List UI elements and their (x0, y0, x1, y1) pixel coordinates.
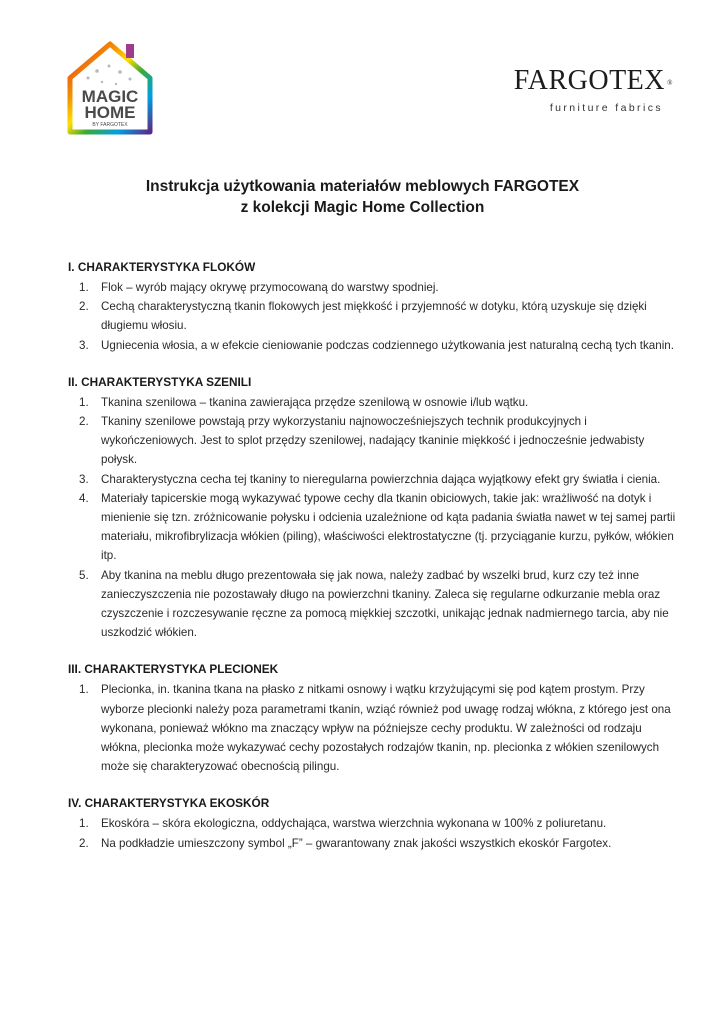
title-line-1: Instrukcja użytkowania materiałów meblowych FARGOTEX (145, 178, 580, 195)
section-heading: II. CHARAKTERYSTYKA SZENILI (68, 374, 252, 389)
list-item: 1. Flok – wyrób mający okrywę przymocowaną do warstwy spodniej. (79, 281, 439, 294)
numbered-list (68, 278, 678, 355)
section-chenille (68, 373, 678, 643)
section-flocks (68, 258, 678, 355)
section-heading: I. CHARAKTERYSTYKA FLOKÓW (68, 260, 256, 274)
document-title (0, 176, 725, 218)
section-weaves (68, 660, 678, 776)
list-item: 1. Tkanina szenilowa – tkanina zawierająca przędze szenilową w osnowie i/lub wątku. (79, 395, 529, 409)
numbered-list (68, 393, 678, 643)
magic-home-logo (64, 38, 156, 136)
svg-text:HOME: HOME (84, 103, 136, 122)
list-item: 4. Materiały tapicerskie mogą wykazywać typowe cechy dla tkanin obiciowych, takie jak: wrażliwość na dotyk i mienienie się tzn. zróżnicowanie połysku i odcienia uzależnione od kąta padania światła nawet w tej samej partii materiału, mikrofibrylizacja włókien (piling), właściwości elektrostatyczne (tj. przyciąganie kurzu, pyłków, włókien itp. (79, 491, 676, 563)
list-item: 2. Na podkładzie umieszczony symbol „F” – gwarantowany znak jakości wszystkich ekoskór Fargotex. (79, 836, 612, 850)
brand-tagline: furniture fabrics (549, 102, 663, 114)
list-item: 3. Ugniecenia włosia, a w efekcie cieniowanie podczas codziennego użytkowania jest naturalną cechą tych tkanin. (79, 338, 674, 352)
section-heading: III. CHARAKTERYSTYKA PLECIONEK (68, 662, 279, 677)
list-item: 3. Charakterystyczna cecha tej tkaniny to nieregularna powierzchnia dająca wyjątkowy efekt gry światła i cienia. (79, 472, 661, 486)
document-body (68, 258, 678, 871)
section-heading: IV. CHARAKTERYSTYKA EKOSKÓR (68, 796, 270, 811)
list-item: 2. Tkaniny szenilowe powstają przy wykorzystaniu najnowocześniejszych technik produkcyjnych i wykończeniowych. Jest to splot przędzy szenilowej, nadający tkaninie miękkość i jednocześnie jedwabisty połysk. (79, 415, 645, 467)
brand-name: FARGOTEX ® (513, 65, 673, 96)
section-ecoleather (68, 794, 678, 852)
numbered-list (68, 680, 678, 776)
list-item: 5. Aby tkanina na meblu długo prezentowała się jak nowa, należy zadbać by wszelki brud, kurz czy też inne zanieczyszczenia nie pozostawały długo na powierzchni tkaniny. Zaleca się regularne odkurzanie mebla oraz czyszczenie i rozczesywanie ręczne za pomocą miękkiej szczotki, unikając jednak nadmiernego tarcia, aby nie uszkodzić włókien. (79, 568, 669, 640)
registered-mark: ® (667, 79, 673, 87)
svg-text:MAGIC: MAGIC (81, 87, 139, 106)
fargotex-logo (513, 65, 673, 114)
list-item: 1. Ekoskóra – skóra ekologiczna, oddychająca, warstwa wierzchnia wykonana w 100% z poliuretanu. (79, 817, 607, 831)
svg-text:BY FARGOTEX: BY FARGOTEX (92, 122, 128, 128)
list-item: 2. Cechą charakterystyczną tkanin flokowych jest miękkość i przyjemność w dotyku, którą uzyskuje się dzięki długiemu włosiu. (79, 300, 647, 333)
title-line-2: z kolekcji Magic Home Collection (240, 199, 485, 216)
list-item: 1. Plecionka, in. tkanina tkana na płasko z nitkami osnowy i wątku krzyżującymi się pod kątem prostym. Przy wyborze plecionki należy poza parametrami tkanin, wziąć również pod uwagę rodzaj włókna, z którego jest ona wykonana, ponieważ włókno ma znaczący wpływ na późniejsze cechy produktu. W zależności od rodzaju włókna, plecionka może wykazywać cechy pozostałych rodzajów tkanin, np. plecionka z włókien szenilowych może się charakteryzować obecnością pilingu. (79, 683, 671, 774)
numbered-list (68, 814, 678, 852)
